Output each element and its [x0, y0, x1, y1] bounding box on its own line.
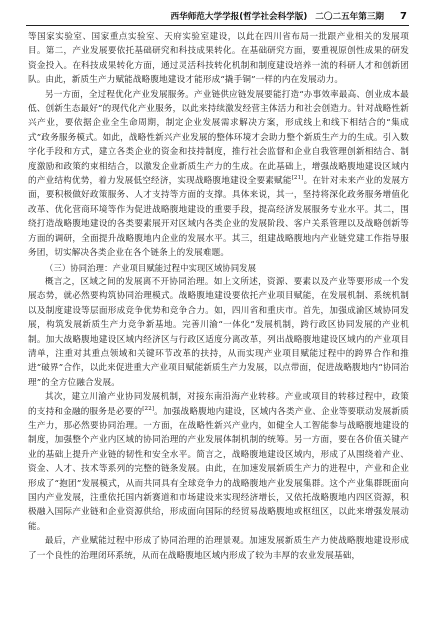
paragraph-text: 其次，建立川渝产业协同发展机制，对接东南沿海产业转移。产业或项目的转移过程中，政策的支持和金融的服务是必要的	[28, 392, 409, 417]
paragraph-text: 。加强战略腹地内建设，区域内各类产业、企业等要联动发展新质生产力，那必然要协同治理。一方面，在战略性新兴产业内，如健全人工智能参与战略腹地建设的制度，加强整个产业内区域的协同治理的产业发展体制机制的统筹。另一方面，要在各价值关键产业的基础上提升产业链的韧性和安全水平。简言之，战略腹地建设区域内，形成了从围绕着产业、资金、人才、技术等系列的完整的链条发展。由此，在加速发展新质生产力的进程中，产业和企业形成了“抱团”发展模式，从而共同具有全球竞争力的战略腹地产业发展集群。这个产业集群既面向国内产业发展，注重依托国内新赛道和市场建设来实现经济增长，又依托战略腹地内四区资源，积极融入国际产业链和企业资源供给，形成面向国际的经贸易战略腹地或枢纽区，以此来增强发展动能。	[28, 406, 409, 532]
paragraph-text: 。在针对未来产业的发展方面，要积极做好政策服务、人才支持等方面的支撑。具体来说，其一，坚持将深化政务服务增值化改革、优化营商环境等作为促进战略腹地建设的重要手段，提高经济发展服务专业水平。其二，围绕打造战略腹地建设的各类要素展开对区域内各类企业的发展阶段、客户关系管理以及战略创新等方面的调研，全面提升战略腹地内企业的发展水平。其三，组建战略腹地内产业链党建工作指导服务团，切实解决各类企业在各个链条上的发展难题。	[28, 176, 409, 259]
body-paragraph	[28, 275, 409, 390]
page-number: 7	[400, 10, 407, 22]
citation-ref: [22]	[142, 405, 155, 412]
paragraph-text: 最后，产业赋能过程中形成了协同治理的治理景观。加速发展新质生产力使战略腹地建设形成了一个良性的治理闭环系统，从而在战略腹地区域内形成了较为丰厚的农业发展基础，	[28, 536, 409, 561]
paragraph-text: 概言之，区域之间的发展离不开协同治理。如上文所述，资源、要素以及产业等要形成一个发展态势，就必然要构筑协同治理模式。战略腹地建设要依托产业项目赋能，在发展机制、系统机制以及制度建设等层面形成竞争优势和竞争合力。如，四川省和重庆市。首先，加强成渝区域协同发展，构筑发展新质生产力竞争新基地。完善川渝“一体化”发展机制，跨行政区协同发展的产业机制。加大战略腹地建设区域内经济区与行政区适度分离改革，列出战略腹地建设区域内的产业项目清单，注重对其重点领域和关键环节改革的扶持，从而实现产业项目赋能过程中的跨界合作和推进“破界”合作，以此来促进重大产业项目赋能新质生产力发展，以点带面，促进战略腹地内“协同治理”的全方位融合发展。	[28, 276, 409, 388]
citation-ref: [21]	[291, 175, 304, 182]
article-body	[28, 30, 409, 619]
paragraph-text: 等国家实验室、国家重点实验室、天府实验室建设，以此在四川省布局一批跟产业相关的发展项目。第二，产业发展要依托基础研究和科技成果转化。在基础研究方面，要重视原创性成果的研发资金投入。在科技成果转化方面，通过灵活科技转化机制和制度建设培养一流的科研人才和创新团队。由此，新质生产力赋能战略腹地建设才能形成“撬手铜”一样的内在发展动力。	[28, 32, 409, 86]
paragraph-text: 另一方面，全过程优化产业发展服务。产业链供应链发展要能打造“办事效率最高、创业成本最低、创新生态最好”的现代化产业服务，以此来持续激发经营主体活力和社会创造力。针对战略性新兴产业，要依据企业全生命周期，制定企业发展需求解决方案，形成线上和线下相结合的“集成式”政务服务模式。如此，战略性新兴产业发展的整体环境才会助力整个新质生产力的生成。引入数字化手段和方式，建立各类企业的资金和技持制度，推行社会监督和企业自我管理创新相结合、制度激励和政策约束相结合，以激发企业新质生产力的生成。在此基础上，增强战略腹地建设区域内的产业结构优势，着力发展低空经济，实现战略腹地建设全要素赋能	[28, 89, 409, 187]
paragraph-text: （三）协同治理：产业项目赋能过程中实现区域协同发展	[45, 262, 257, 273]
journal-title: 西华师范大学学报(哲学社会科学版)	[170, 12, 308, 22]
section-subheading	[28, 261, 409, 275]
body-paragraph	[28, 534, 409, 563]
header-rule	[26, 25, 409, 26]
running-header	[30, 8, 407, 24]
body-paragraph	[28, 30, 409, 88]
issue-label: 二〇二五年第三期	[315, 12, 385, 22]
body-paragraph	[28, 88, 409, 261]
body-paragraph	[28, 390, 409, 534]
